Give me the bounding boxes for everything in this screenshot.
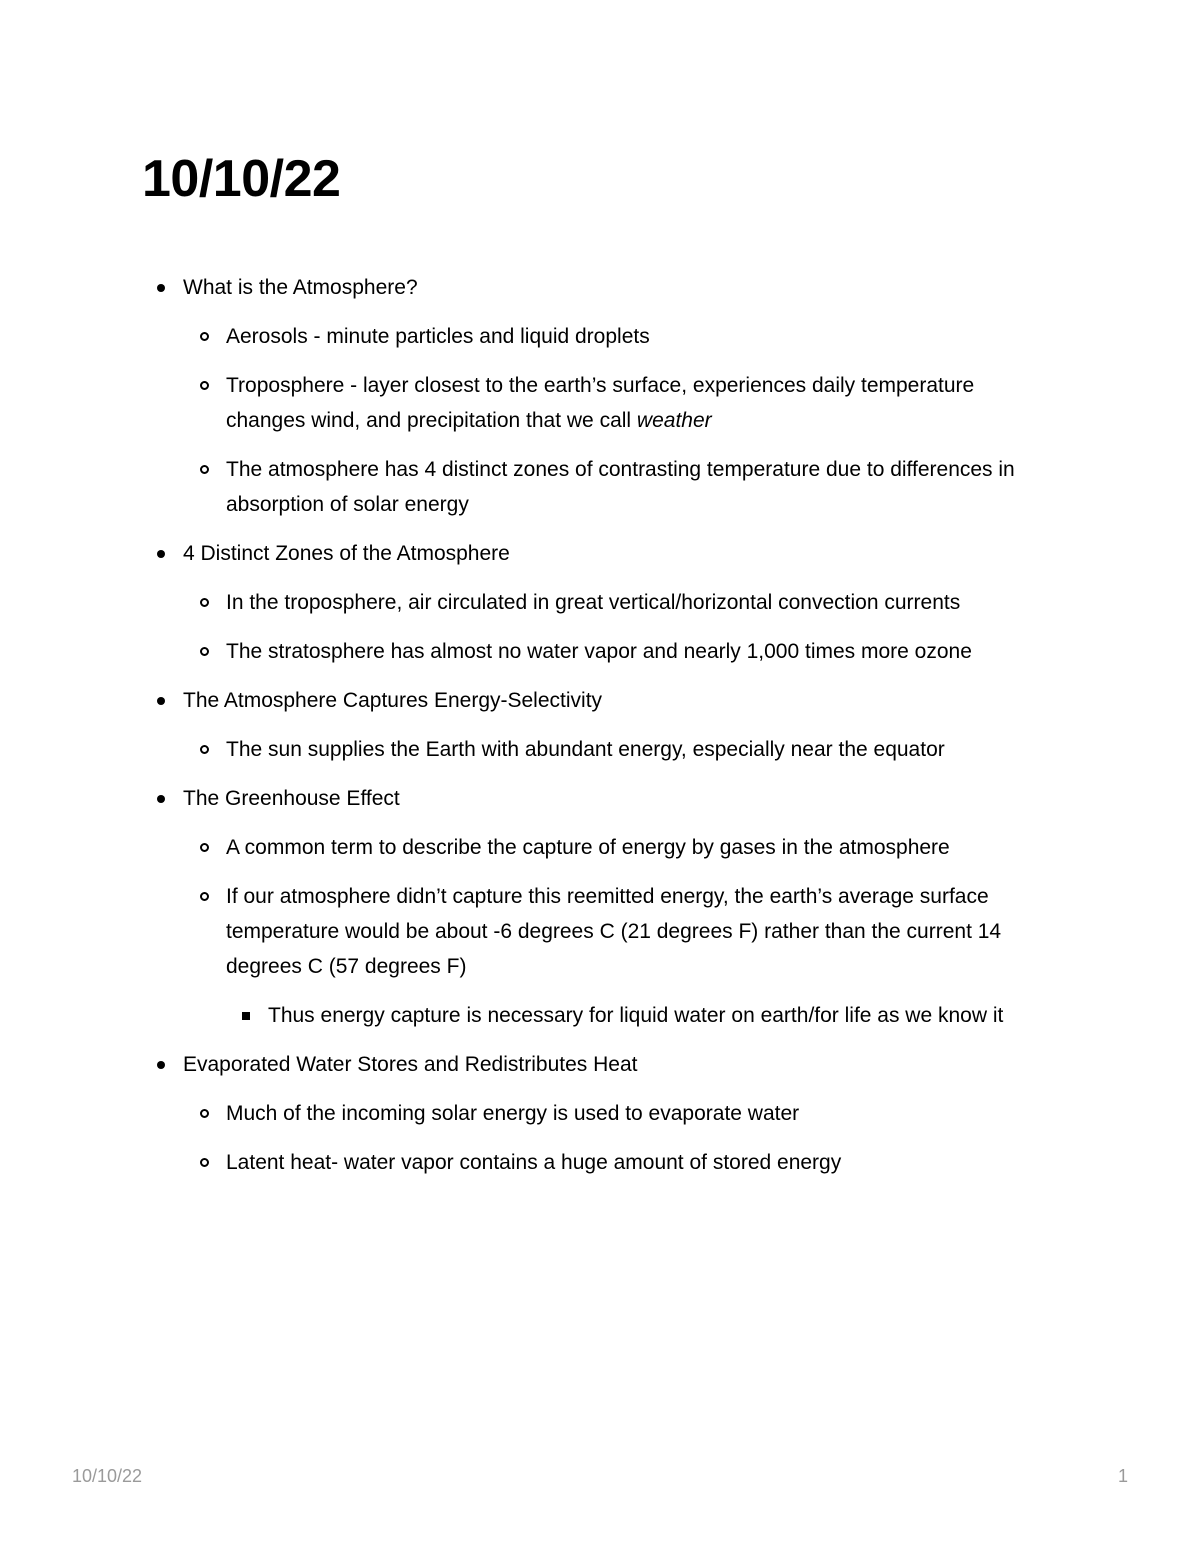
list-item-text: The sun supplies the Earth with abundant energy, especially near the equator bbox=[226, 738, 945, 761]
hollow-circle-bullet-icon bbox=[200, 1109, 209, 1118]
list-item-text: Troposphere - layer closest to the earth’s surface, experiences daily temperature changes wind, and precipitation that we call bbox=[226, 374, 975, 432]
list-item bbox=[226, 879, 1051, 984]
list-item bbox=[183, 781, 1023, 816]
hollow-circle-bullet-icon bbox=[200, 332, 209, 341]
list-item-text: 4 Distinct Zones of the Atmosphere bbox=[183, 542, 510, 565]
list-item bbox=[226, 732, 1051, 767]
hollow-circle-bullet-icon bbox=[200, 1158, 209, 1167]
hollow-circle-bullet-icon bbox=[200, 745, 209, 754]
list-item-text: The Atmosphere Captures Energy-Selectivity bbox=[183, 689, 603, 712]
hollow-circle-bullet-icon bbox=[200, 892, 209, 901]
list-item-text: Evaporated Water Stores and Redistributes Heat bbox=[183, 1053, 638, 1076]
list-item-text: What is the Atmosphere? bbox=[183, 276, 418, 299]
list-item bbox=[226, 319, 1051, 354]
list-item bbox=[268, 998, 1038, 1033]
list-item bbox=[226, 1145, 1051, 1180]
list-item-text: The Greenhouse Effect bbox=[183, 787, 400, 810]
filled-circle-bullet-icon bbox=[157, 550, 165, 558]
list-item-text: Aerosols - minute particles and liquid droplets bbox=[226, 325, 650, 348]
page-title: 10/10/22 bbox=[142, 150, 341, 208]
list-item-text: Thus energy capture is necessary for liquid water on earth/for life as we know it bbox=[268, 1004, 1004, 1027]
list-item bbox=[226, 585, 1051, 620]
notes-list bbox=[0, 270, 1200, 1194]
filled-circle-bullet-icon bbox=[157, 1061, 165, 1069]
filled-circle-bullet-icon bbox=[157, 284, 165, 292]
list-item bbox=[226, 634, 1051, 669]
footer-date: 10/10/22 bbox=[72, 1466, 143, 1486]
list-item-text: In the troposphere, air circulated in great vertical/horizontal convection currents bbox=[226, 591, 961, 614]
list-item bbox=[226, 368, 1051, 438]
hollow-circle-bullet-icon bbox=[200, 465, 209, 474]
filled-circle-bullet-icon bbox=[157, 795, 165, 803]
square-bullet-icon bbox=[242, 1012, 250, 1020]
list-item bbox=[183, 536, 1023, 571]
footer-page-number: 1 bbox=[1117, 1466, 1128, 1486]
list-item bbox=[183, 270, 1023, 305]
list-item-text: Much of the incoming solar energy is used to evaporate water bbox=[226, 1102, 800, 1125]
list-item-text: If our atmosphere didn’t capture this reemitted energy, the earth’s average surface temperature would be about -6 degrees C (21 degrees F) rather than the current 14 degrees C (57 degrees F) bbox=[226, 885, 1002, 978]
list-item bbox=[226, 830, 1051, 865]
hollow-circle-bullet-icon bbox=[200, 381, 209, 390]
hollow-circle-bullet-icon bbox=[200, 843, 209, 852]
list-item-text: A common term to describe the capture of energy by gases in the atmosphere bbox=[226, 836, 950, 859]
hollow-circle-bullet-icon bbox=[200, 647, 209, 656]
list-item bbox=[183, 683, 1023, 718]
hollow-circle-bullet-icon bbox=[200, 598, 209, 607]
list-item-text: The atmosphere has 4 distinct zones of contrasting temperature due to differences in absorption of solar energy bbox=[226, 458, 1015, 516]
list-item-text: Latent heat- water vapor contains a huge amount of stored energy bbox=[226, 1151, 842, 1174]
list-item bbox=[226, 452, 1051, 522]
filled-circle-bullet-icon bbox=[157, 697, 165, 705]
list-item-text: The stratosphere has almost no water vapor and nearly 1,000 times more ozone bbox=[226, 640, 972, 663]
emphasis-text: weather bbox=[636, 409, 712, 432]
list-item bbox=[226, 1096, 1051, 1131]
list-item bbox=[183, 1047, 1023, 1082]
